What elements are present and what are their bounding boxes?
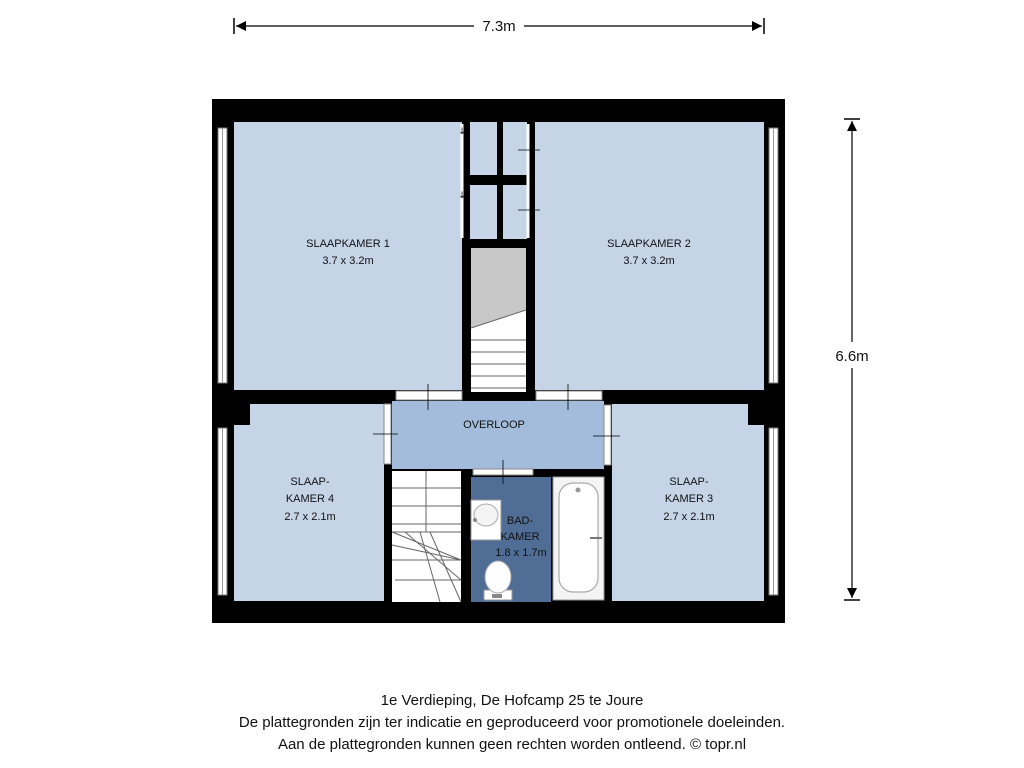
slaapkamer-2-size: 3.7 x 3.2m bbox=[623, 255, 675, 267]
staircase-top bbox=[471, 248, 526, 392]
badkamer-name-line2: KAMER bbox=[500, 531, 540, 543]
toilet bbox=[484, 561, 512, 600]
height-dimension bbox=[835, 119, 868, 600]
slaapkamer-4-name-line2: KAMER 4 bbox=[285, 493, 335, 505]
height-label: 6.6m bbox=[835, 348, 869, 365]
caption-line-3: Aan de plattegronden kunnen geen rechten worden ontleend. © topr.nl bbox=[277, 736, 747, 753]
staircase-bottom bbox=[392, 471, 461, 602]
slaapkamer-4-size: 2.7 x 2.1m bbox=[284, 511, 336, 523]
slaapkamer-1-name: SLAAPKAMER 1 bbox=[306, 238, 390, 250]
badkamer-name-line1: BAD- bbox=[506, 515, 534, 527]
svg-text:↓: ↓ bbox=[458, 127, 466, 137]
slaapkamer-1-size: 3.7 x 3.2m bbox=[322, 255, 374, 267]
overloop-name: OVERLOOP bbox=[463, 419, 525, 431]
slaapkamer-3-size: 2.7 x 2.1m bbox=[663, 511, 715, 523]
slaapkamer-3-name-line1: SLAAP- bbox=[669, 476, 709, 488]
badkamer-size: 1.8 x 1.7m bbox=[495, 547, 547, 559]
slaapkamer-3-name-line2: KAMER 3 bbox=[664, 493, 714, 505]
slaapkamer-4-name-line1: SLAAP- bbox=[290, 476, 330, 488]
svg-text:↓: ↓ bbox=[458, 191, 466, 201]
width-label: 7.3m bbox=[482, 18, 516, 35]
caption-line-2: De plattegronden zijn ter indicatie en geproduceerd voor promotionele doeleinden. bbox=[238, 714, 786, 731]
bathtub bbox=[553, 477, 604, 600]
room-overloop bbox=[392, 401, 604, 469]
sink bbox=[471, 500, 501, 540]
slaapkamer-2-name: SLAAPKAMER 2 bbox=[607, 238, 691, 250]
width-dimension bbox=[234, 18, 764, 35]
caption-line-1: 1e Verdieping, De Hofcamp 25 te Joure bbox=[380, 692, 644, 709]
